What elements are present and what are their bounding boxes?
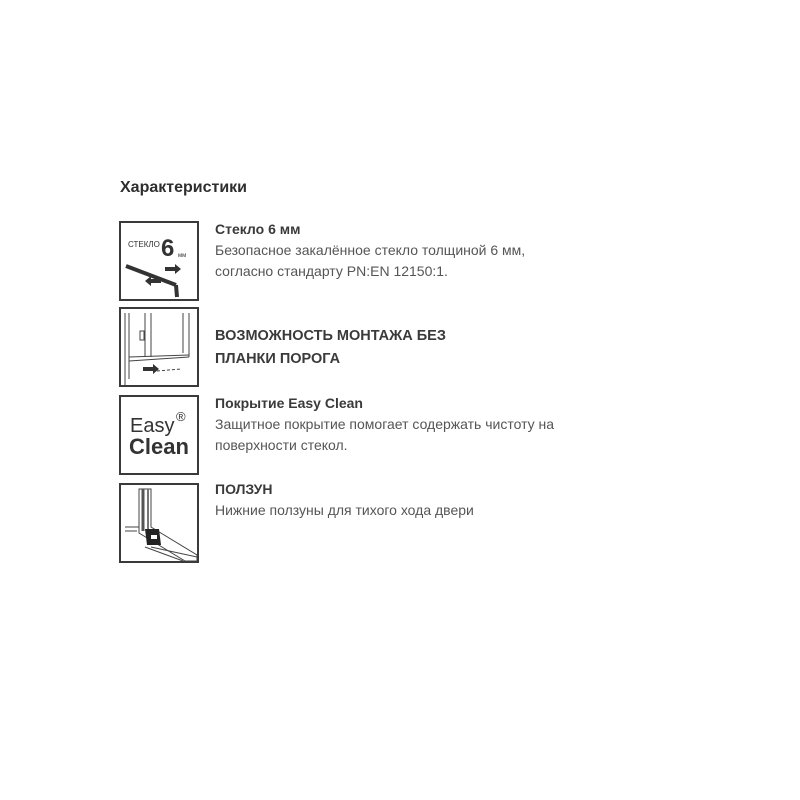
feature-desc-line: Безопасное закалённое стекло толщиной 6 мм,: [215, 242, 526, 258]
feature-desc-line: согласно стандарту PN:EN 12150:1.: [215, 263, 448, 279]
feature-title: Стекло 6 мм: [215, 221, 301, 237]
feature-title: ПОЛЗУН: [215, 481, 273, 497]
icon-label-unit: мм: [178, 253, 187, 259]
icon-text-easy: Easy: [130, 415, 175, 437]
feature-easy-clean: [215, 393, 775, 456]
no-threshold-icon: [119, 307, 199, 387]
glass-thickness-icon: [119, 221, 199, 301]
slider-icon: [119, 483, 199, 563]
feature-title-line: ВОЗМОЖНОСТЬ МОНТАЖА БЕЗ: [215, 328, 446, 344]
easy-clean-icon: [119, 395, 199, 475]
section-title: Характеристики: [120, 179, 248, 196]
feature-no-threshold: [215, 325, 775, 371]
icon-label-big: 6: [161, 235, 175, 262]
feature-title-line: ПЛАНКИ ПОРОГА: [215, 351, 341, 367]
icon-label-small: СТЕКЛО: [128, 240, 160, 249]
feature-title: Покрытие Easy Clean: [215, 395, 363, 411]
feature-desc-line: поверхности стекол.: [215, 437, 348, 453]
icon-text-clean: Clean: [129, 434, 189, 459]
feature-glass: [215, 219, 775, 282]
feature-desc-line: Защитное покрытие помогает содержать чистоту на: [215, 416, 555, 432]
icon-registered: ®: [176, 409, 186, 424]
feature-desc-line: Нижние ползуны для тихого хода двери: [215, 502, 474, 518]
feature-slider: [215, 479, 775, 521]
